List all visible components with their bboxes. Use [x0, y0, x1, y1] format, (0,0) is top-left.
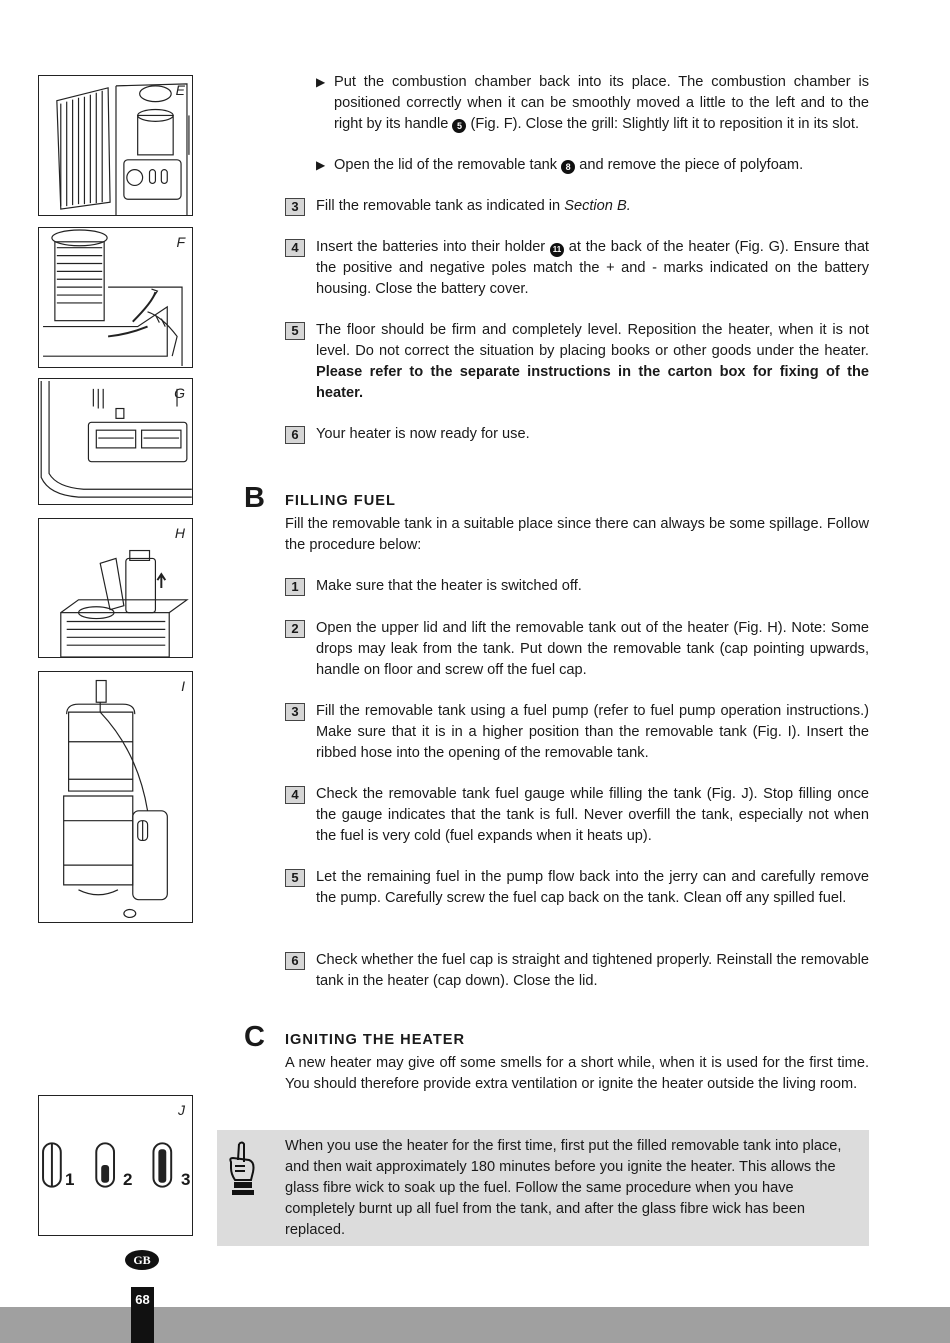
figure-i — [38, 671, 193, 923]
section-title: FILLING FUEL — [285, 493, 396, 509]
step-number: 4 — [285, 786, 305, 804]
step-number: 6 — [285, 426, 305, 444]
section-title: IGNITING THE HEATER — [285, 1032, 466, 1048]
step-number: 1 — [285, 578, 305, 596]
pointing-hand-icon — [225, 1140, 259, 1196]
step-number: 3 — [285, 198, 305, 216]
step-number: 5 — [285, 322, 305, 340]
gauge-label-3: 3 — [181, 1170, 191, 1189]
figure-label: H — [174, 525, 185, 541]
gauge-label-1: 1 — [65, 1170, 75, 1189]
section-letter: B — [244, 482, 265, 514]
note-text: When you use the heater for the first time, first put the filled removable tank into place, and then wait approximately 180 minutes before you ignite the heater. This allows the glass fibre wick to soak up the fuel. Follow the same procedure when you have completely burnt up all fuel from the tank, and after the glass fibre wick has been replaced. — [285, 1138, 842, 1238]
page-number-box — [131, 1287, 154, 1343]
figure-g — [38, 378, 193, 505]
fuel-gauge-illustration — [39, 1096, 192, 1235]
step-number: 4 — [285, 239, 305, 257]
figure-e — [38, 75, 193, 216]
first-use-note — [217, 1130, 869, 1246]
page-number: 68 — [135, 1292, 150, 1307]
step-text: Your heater is now ready for use. — [316, 426, 530, 442]
step-number: 5 — [285, 869, 305, 887]
figure-label: J — [178, 1102, 185, 1118]
figure-label: E — [175, 82, 185, 98]
ref-number-badge: 5 — [452, 119, 466, 133]
section-intro: A new heater may give off some smells for a short while, when it is used for the first time. You should therefore provide extra ventilation or ignite the heater outside the living room. — [285, 1055, 869, 1092]
battery-holder-illustration — [39, 379, 192, 504]
fuel-pump-illustration — [39, 672, 192, 922]
step-text: Make sure that the heater is switched off. — [316, 578, 582, 594]
heater-grill-illustration — [39, 76, 192, 215]
ref-number-badge: 11 — [550, 243, 564, 257]
step-number: 3 — [285, 703, 305, 721]
figure-label: I — [181, 678, 185, 694]
bullet-arrow-icon: ▶ — [316, 158, 326, 172]
figure-f — [38, 227, 193, 368]
step-text: Let the remaining fuel in the pump flow back into the jerry can and carefully remove the pump. Carefully screw the fuel cap back on the tank. Clean off any spilled fuel. — [316, 869, 869, 906]
figure-j — [38, 1095, 193, 1236]
section-letter: C — [244, 1021, 265, 1053]
step-text: Open the upper lid and lift the removable tank out of the heater (Fig. H). Note: Some drops may leak from the tank. Put down the removable tank (cap pointing upwards, handle on floor and screw off the fuel cap. — [316, 620, 869, 678]
bullet-tank-lid: ▶ Open the lid of the removable tank 8 and remove the piece of polyfoam. — [316, 155, 869, 176]
step-text: Fill the removable tank as indicated in Section B. — [316, 198, 631, 214]
combustion-chamber-illustration — [39, 228, 192, 367]
step-text: Insert the batteries into their holder 11 at the back of the heater (Fig. G). Ensure that the positive and negative poles match the + and - marks indicated on the battery housing. Close the battery cover. — [316, 239, 869, 297]
section-intro: Fill the removable tank in a suitable place since there can always be some spillage. Follow the procedure below: — [285, 516, 869, 553]
gauge-label-2: 2 — [123, 1170, 133, 1189]
figure-h — [38, 518, 193, 658]
step-text: Check the removable tank fuel gauge while filling the tank (Fig. J). Stop filling once the gauge indicates that the tank is full. Never overfill the tank, especially not when the fuel is very cold (fuel expands when it heats up). — [316, 786, 869, 844]
step-text: Fill the removable tank using a fuel pump (refer to fuel pump operation instructions.) Make sure that it is in a higher position than the removable tank (Fig. I). Insert the ribbed hose into the opening of the removable tank. — [316, 703, 869, 761]
figure-label: G — [174, 385, 185, 401]
bullet-arrow-icon: ▶ — [316, 75, 326, 89]
bullet-combustion-chamber: ▶ Put the combustion chamber back into its place. The combustion chamber is positioned correctly when it can be smoothly moved a little to the left and to the right by its handle 5 (Fig. F). Close the grill: Slightly lift it to reposition it in its slot. — [316, 74, 869, 132]
step-number: 6 — [285, 952, 305, 970]
language-badge: GB — [125, 1250, 159, 1270]
step-text: The floor should be firm and completely level. Reposition the heater, when it is not level. Do not correct the situation by placing books or other goods under the heater. Please refer to the separate instructions in the carton box for fixing of the heater. — [316, 322, 869, 401]
figure-label: F — [176, 234, 185, 250]
step-number: 2 — [285, 620, 305, 638]
removable-tank-lift-illustration — [39, 519, 192, 657]
step-text: Check whether the fuel cap is straight and tightened properly. Reinstall the removable tank in the heater (cap down). Close the lid. — [316, 952, 869, 989]
ref-number-badge: 8 — [561, 160, 575, 174]
